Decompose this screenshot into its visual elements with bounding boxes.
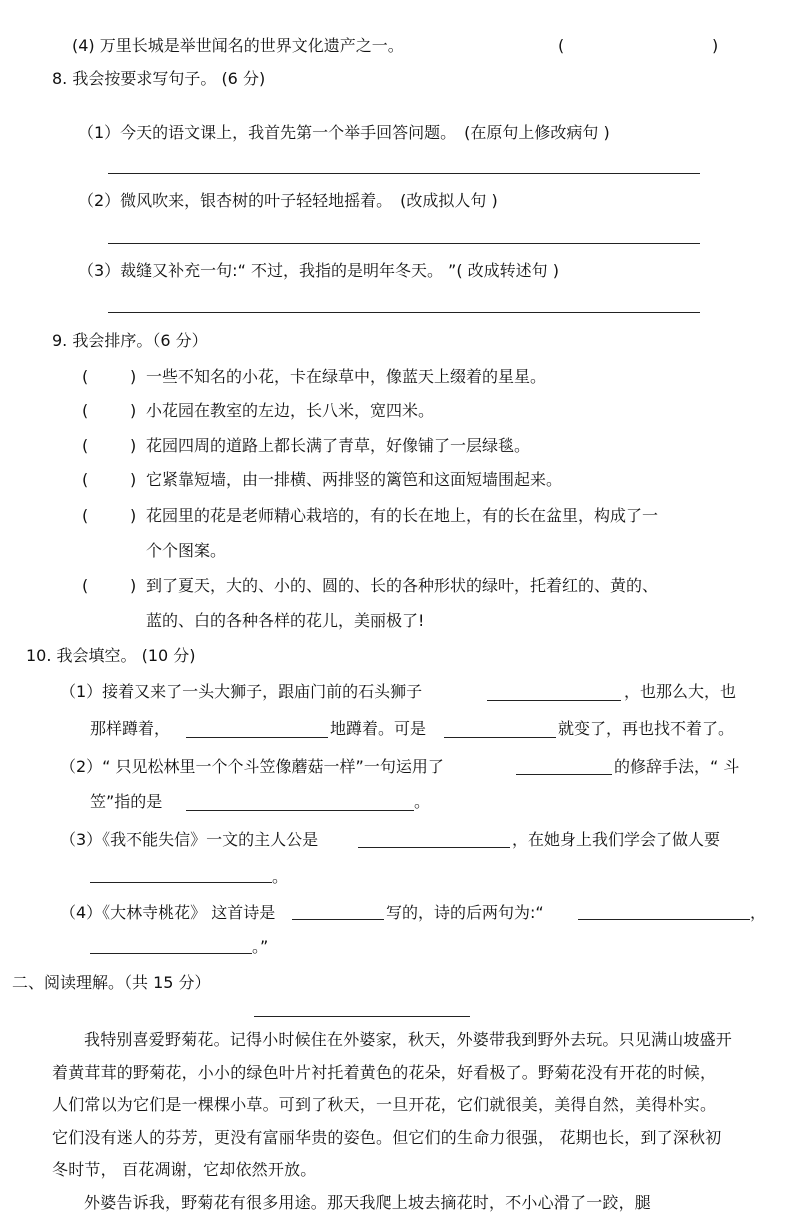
q10-item-4-text: 写的，诗的后两句为:“ [386, 903, 544, 922]
q9-blank-close: ) [130, 401, 137, 420]
q9-blank-close: ) [130, 436, 137, 455]
q9-sentence-continued: 个个图案。 [146, 541, 227, 560]
q10-item-3-text: （3）《我不能失信》一文的主人公是 [60, 830, 319, 849]
q9-sentence: 到了夏天，大的、小的、圆的、长的各种形状的绿叶，托着红的、黄的、 [146, 576, 659, 595]
q10-item-2-text: 笠”指的是 [90, 792, 163, 811]
q10-item-2-text: 。 [414, 792, 431, 811]
q8-item-1: （1）今天的语文课上，我首先第一个举手回答问题。 (在原句上修改病句 ) [78, 123, 610, 142]
q10-item-2-text: （2）“ 只见松林里一个个斗笠像蘑菇一样”一句运用了 [60, 757, 444, 776]
q10-blank-6[interactable] [358, 847, 510, 848]
q10-item-1-text: 就变了，再也找不着了。 [558, 719, 735, 738]
q10-blank-7[interactable] [90, 882, 272, 883]
q8-heading: 8. 我会按要求写句子。 (6 分) [52, 69, 266, 88]
q9-blank-open[interactable]: ( [82, 470, 89, 489]
q9-blank-close: ) [130, 470, 137, 489]
q9-blank-open[interactable]: ( [82, 436, 89, 455]
q10-blank-10[interactable] [90, 953, 252, 954]
q9-blank-close: ) [130, 367, 137, 386]
q7-item-4: (4) 万里长城是举世闻名的世界文化遗产之一。 [72, 36, 404, 55]
q10-blank-5[interactable] [186, 810, 414, 811]
passage-paragraph: 外婆告诉我，野菊花有很多用途。那天我爬上坡去摘花时，不小心滑了一跤，腿 [84, 1192, 652, 1212]
q10-blank-4[interactable] [516, 774, 612, 775]
q9-blank-open[interactable]: ( [82, 367, 89, 386]
q9-blank-open[interactable]: ( [82, 576, 89, 595]
q9-blank-open[interactable]: ( [82, 506, 89, 525]
q10-item-4-text: （4）《大林寺桃花》 这首诗是 [60, 903, 276, 922]
q9-sentence: 花园四周的道路上都长满了青草，好像铺了一层绿毯。 [146, 436, 531, 455]
q10-heading: 10. 我会填空。 (10 分) [26, 646, 196, 665]
q10-item-2-text: 的修辞手法，“ 斗 [614, 757, 740, 776]
q10-blank-8[interactable] [292, 919, 384, 920]
q9-blank-close: ) [130, 576, 137, 595]
q10-blank-3[interactable] [444, 737, 556, 738]
q10-item-1-text: （1）接着又来了一头大狮子，跟庙门前的石头狮子 [60, 682, 423, 701]
passage-title-blank[interactable] [254, 1016, 470, 1017]
passage [52, 1024, 732, 1219]
q8-answer-line-1[interactable] [108, 173, 700, 174]
q10-item-4-text: 。” [252, 937, 269, 956]
q9-sentence-continued: 蓝的、白的各种各样的花儿，美丽极了! [146, 611, 425, 630]
q9-sentence: 花园里的花是老师精心栽培的，有的长在地上，有的长在盆里，构成了一 [146, 506, 659, 525]
q7-answer-close-paren: ) [712, 36, 719, 55]
q9-heading: 9. 我会排序。（6 分） [52, 331, 208, 350]
q7-answer-open-paren: ( [558, 36, 565, 55]
q9-sentence: 一些不知名的小花，卡在绿草中，像蓝天上缀着的星星。 [146, 367, 547, 386]
section-2-heading: 二、阅读理解。（共 15 分） [12, 973, 211, 992]
q9-blank-close: ) [130, 506, 137, 525]
q8-answer-line-2[interactable] [108, 243, 700, 244]
q9-sentence: 它紧靠短墙，由一排横、两排竖的篱笆和这面短墙围起来。 [146, 470, 563, 489]
q9-sentence: 小花园在教室的左边，长八米，宽四米。 [146, 401, 435, 420]
q10-item-3-text: 。 [272, 867, 289, 886]
q10-item-3-text: ，在她身上我们学会了做人要 [512, 830, 721, 849]
q9-blank-open[interactable]: ( [82, 401, 89, 420]
q10-item-4-text: ， [750, 903, 767, 922]
q10-item-1-text: ，也那么大，也 [624, 682, 737, 701]
q10-item-1-text: 地蹲着。可是 [330, 719, 427, 738]
q8-answer-line-3[interactable] [108, 312, 700, 313]
q10-blank-2[interactable] [186, 737, 328, 738]
passage-paragraph: 我特别喜爱野菊花。记得小时候住在外婆家，秋天，外婆带我到野外去玩。只见满山坡盛开着黄茸茸的野菊花，小小的绿色叶片衬托着黄色的花朵，好看极了。野菊花没有开花的时候，人们常以为它们是一棵棵小草。可到了秋天，一旦开花，它们就很美，美得自然，美得朴实。它们没有迷人的芬芳，更没有富丽华贵的姿色。但它们的生命力很强， 花期也长，到了深秋初冬时节， 百花凋谢，它却依然开放。 [52, 1030, 733, 1179]
q10-blank-1[interactable] [487, 700, 621, 701]
q10-blank-9[interactable] [578, 919, 750, 920]
q8-item-3: （3）裁缝又补充一句:“ 不过，我指的是明年冬天。 ”( 改成转述句 ) [78, 261, 559, 280]
q10-item-1-text: 那样蹲着， [90, 719, 171, 738]
q8-item-2: （2）微风吹来，银杏树的叶子轻轻地摇着。 (改成拟人句 ) [78, 191, 498, 210]
